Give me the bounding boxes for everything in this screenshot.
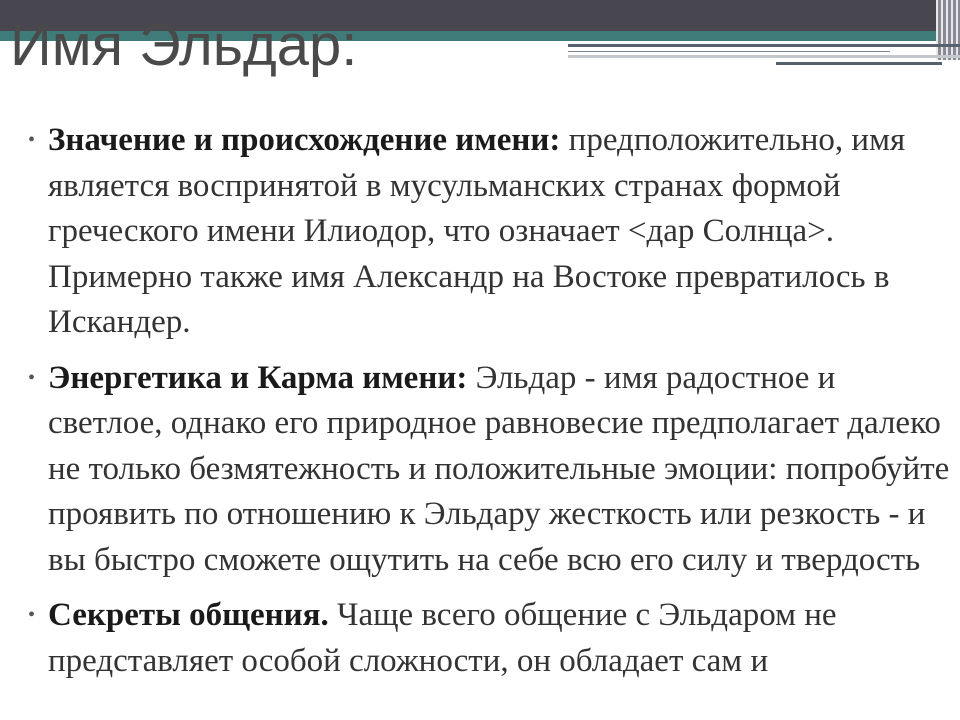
bullet-text: предположительно, имя является воспринятой в мусульманских странах формой греческого имени Илиодор, что означает <дар Солнца>. Примерно также имя Александр на Востоке превратилось в Искандер. — [48, 122, 906, 340]
slide-title: Имя Эльдар: — [10, 13, 358, 78]
title-underline-decor — [776, 62, 942, 65]
bullet-item-communication — [0, 593, 960, 684]
bullet-text: Эльдар - имя радостное и светлое, однако его природное равновесие предполагает далеко не только безмятежность и положительные эмоции: попробуйте проявить по отношению к Эльдару жесткость или резкость - и вы быстро сможете ощутить на себе всю его силу и твердость — [48, 359, 950, 578]
bullet-list — [0, 118, 960, 694]
corner-stripes-decor — [936, 0, 960, 60]
title-underline-decor — [568, 44, 960, 47]
bullet-heading: Энергетика и Карма имени: — [48, 359, 468, 396]
bullet-heading: Значение и происхождение имени: — [48, 122, 561, 158]
title-underline-decor — [568, 51, 890, 52]
bullet-item-energy — [0, 356, 960, 584]
bullet-marker: • — [28, 604, 36, 626]
bullet-marker: • — [28, 366, 36, 389]
bullet-item-meaning — [0, 118, 960, 346]
bullet-text: Чаще всего общение с Эльдаром не представляет особой сложности, он обладает сам и — [48, 597, 837, 679]
title-underline-decor — [568, 55, 960, 58]
bullet-heading: Секреты общения. — [48, 597, 329, 633]
bullet-marker: • — [28, 129, 36, 151]
